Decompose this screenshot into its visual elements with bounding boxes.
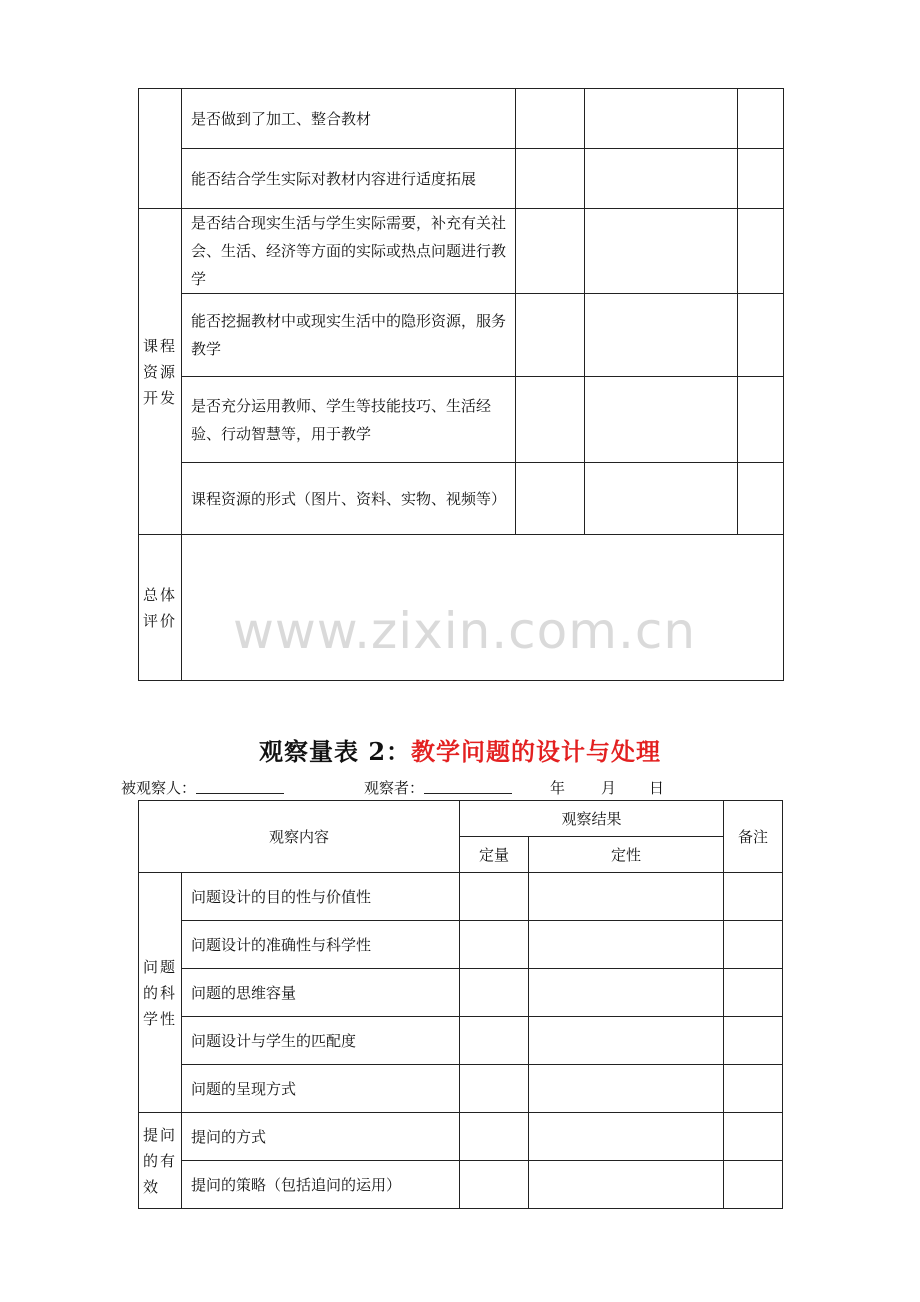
- qual-cell[interactable]: [529, 969, 724, 1017]
- table-row: [139, 377, 784, 463]
- qual-cell[interactable]: [529, 1161, 724, 1209]
- remark-cell[interactable]: [724, 969, 783, 1017]
- remark-cell[interactable]: [724, 1065, 783, 1113]
- criterion-cell: 能否结合学生实际对教材内容进行适度拓展: [182, 149, 516, 209]
- quant-cell[interactable]: [516, 463, 585, 535]
- remark-cell[interactable]: [724, 1113, 783, 1161]
- quant-cell[interactable]: [516, 149, 585, 209]
- header-remark: 备注: [724, 801, 783, 873]
- table-row: [139, 209, 784, 294]
- header-row: [139, 801, 783, 837]
- header-content: 观察内容: [139, 801, 460, 873]
- quant-cell[interactable]: [516, 209, 585, 294]
- criterion-cell: 问题的思维容量: [182, 969, 460, 1017]
- header-quant: 定量: [460, 837, 529, 873]
- criterion-cell: 问题设计的目的性与价值性: [182, 873, 460, 921]
- observee-label: 被观察人：: [121, 779, 197, 797]
- quant-cell[interactable]: [460, 1065, 529, 1113]
- criterion-cell: 问题设计与学生的匹配度: [182, 1017, 460, 1065]
- watermark: www.zixin.com.cn: [233, 602, 697, 660]
- criterion-cell: 提问的策略（包括追问的运用）: [182, 1161, 460, 1209]
- table-row: [139, 463, 784, 535]
- year-label: 年: [550, 779, 566, 797]
- qual-cell[interactable]: [585, 209, 738, 294]
- criterion-cell: 能否挖掘教材中或现实生活中的隐形资源，服务教学: [182, 294, 516, 377]
- qual-cell[interactable]: [529, 873, 724, 921]
- observer-blank[interactable]: [424, 777, 512, 794]
- quant-cell[interactable]: [460, 921, 529, 969]
- quant-cell[interactable]: [516, 377, 585, 463]
- table-row: [139, 1161, 783, 1209]
- page-title: [0, 732, 920, 767]
- qual-cell[interactable]: [585, 294, 738, 377]
- category-label: 问题的科学性: [139, 873, 182, 1113]
- criterion-cell: 问题的呈现方式: [182, 1065, 460, 1113]
- observer-label: 观察者：: [364, 779, 425, 797]
- qual-cell[interactable]: [585, 149, 738, 209]
- qual-cell[interactable]: [529, 1113, 724, 1161]
- table-row: [139, 89, 784, 149]
- criterion-cell: 问题设计的准确性与科学性: [182, 921, 460, 969]
- month-label: 月: [601, 779, 617, 797]
- quant-cell[interactable]: [460, 1113, 529, 1161]
- criterion-cell: 是否做到了加工、整合教材: [182, 89, 516, 149]
- remark-cell[interactable]: [738, 89, 784, 149]
- remark-cell[interactable]: [724, 1161, 783, 1209]
- header-result: 观察结果: [460, 801, 724, 837]
- quant-cell[interactable]: [460, 1017, 529, 1065]
- title-main: 教学问题的设计与处理: [411, 737, 662, 766]
- table-row: [139, 969, 783, 1017]
- table-row: [139, 1017, 783, 1065]
- qual-cell[interactable]: [529, 921, 724, 969]
- qual-cell[interactable]: [529, 1065, 724, 1113]
- observation-table-2: [138, 800, 783, 1209]
- quant-cell[interactable]: [460, 969, 529, 1017]
- table-row: [139, 1113, 783, 1161]
- remark-cell[interactable]: [738, 149, 784, 209]
- quant-cell[interactable]: [516, 294, 585, 377]
- overall-label: 总体评价: [139, 535, 182, 681]
- criterion-cell: 是否结合现实生活与学生实际需要，补充有关社会、生活、经济等方面的实际或热点问题进行教学: [182, 209, 516, 294]
- observation-table-1: [138, 88, 784, 681]
- criterion-cell: 课程资源的形式（图片、资料、实物、视频等）: [182, 463, 516, 535]
- table-row: [139, 149, 784, 209]
- table-row: [139, 1065, 783, 1113]
- qual-cell[interactable]: [585, 377, 738, 463]
- table-row: [139, 294, 784, 377]
- remark-cell[interactable]: [724, 921, 783, 969]
- table-row: [139, 873, 783, 921]
- remark-cell[interactable]: [738, 209, 784, 294]
- remark-cell[interactable]: [738, 377, 784, 463]
- quant-cell[interactable]: [516, 89, 585, 149]
- remark-cell[interactable]: [724, 1017, 783, 1065]
- header-qual: 定性: [529, 837, 724, 873]
- criterion-cell: 提问的方式: [182, 1113, 460, 1161]
- remark-cell[interactable]: [738, 463, 784, 535]
- observee-field: [121, 777, 196, 798]
- remark-cell[interactable]: [724, 873, 783, 921]
- observer-field: [364, 777, 424, 798]
- remark-cell[interactable]: [738, 294, 784, 377]
- observee-blank[interactable]: [196, 777, 284, 794]
- category-label: 提问的有效: [139, 1113, 182, 1209]
- category-label: 课程资源开发: [139, 209, 182, 535]
- title-prefix: 观察量表 2：: [258, 737, 412, 766]
- day-label: 日: [649, 779, 665, 797]
- quant-cell[interactable]: [460, 1161, 529, 1209]
- table-row: [139, 921, 783, 969]
- qual-cell[interactable]: [585, 463, 738, 535]
- criterion-cell: 是否充分运用教师、学生等技能技巧、生活经验、行动智慧等，用于教学: [182, 377, 516, 463]
- category-cell: [139, 89, 182, 209]
- qual-cell[interactable]: [529, 1017, 724, 1065]
- qual-cell[interactable]: [585, 89, 738, 149]
- quant-cell[interactable]: [460, 873, 529, 921]
